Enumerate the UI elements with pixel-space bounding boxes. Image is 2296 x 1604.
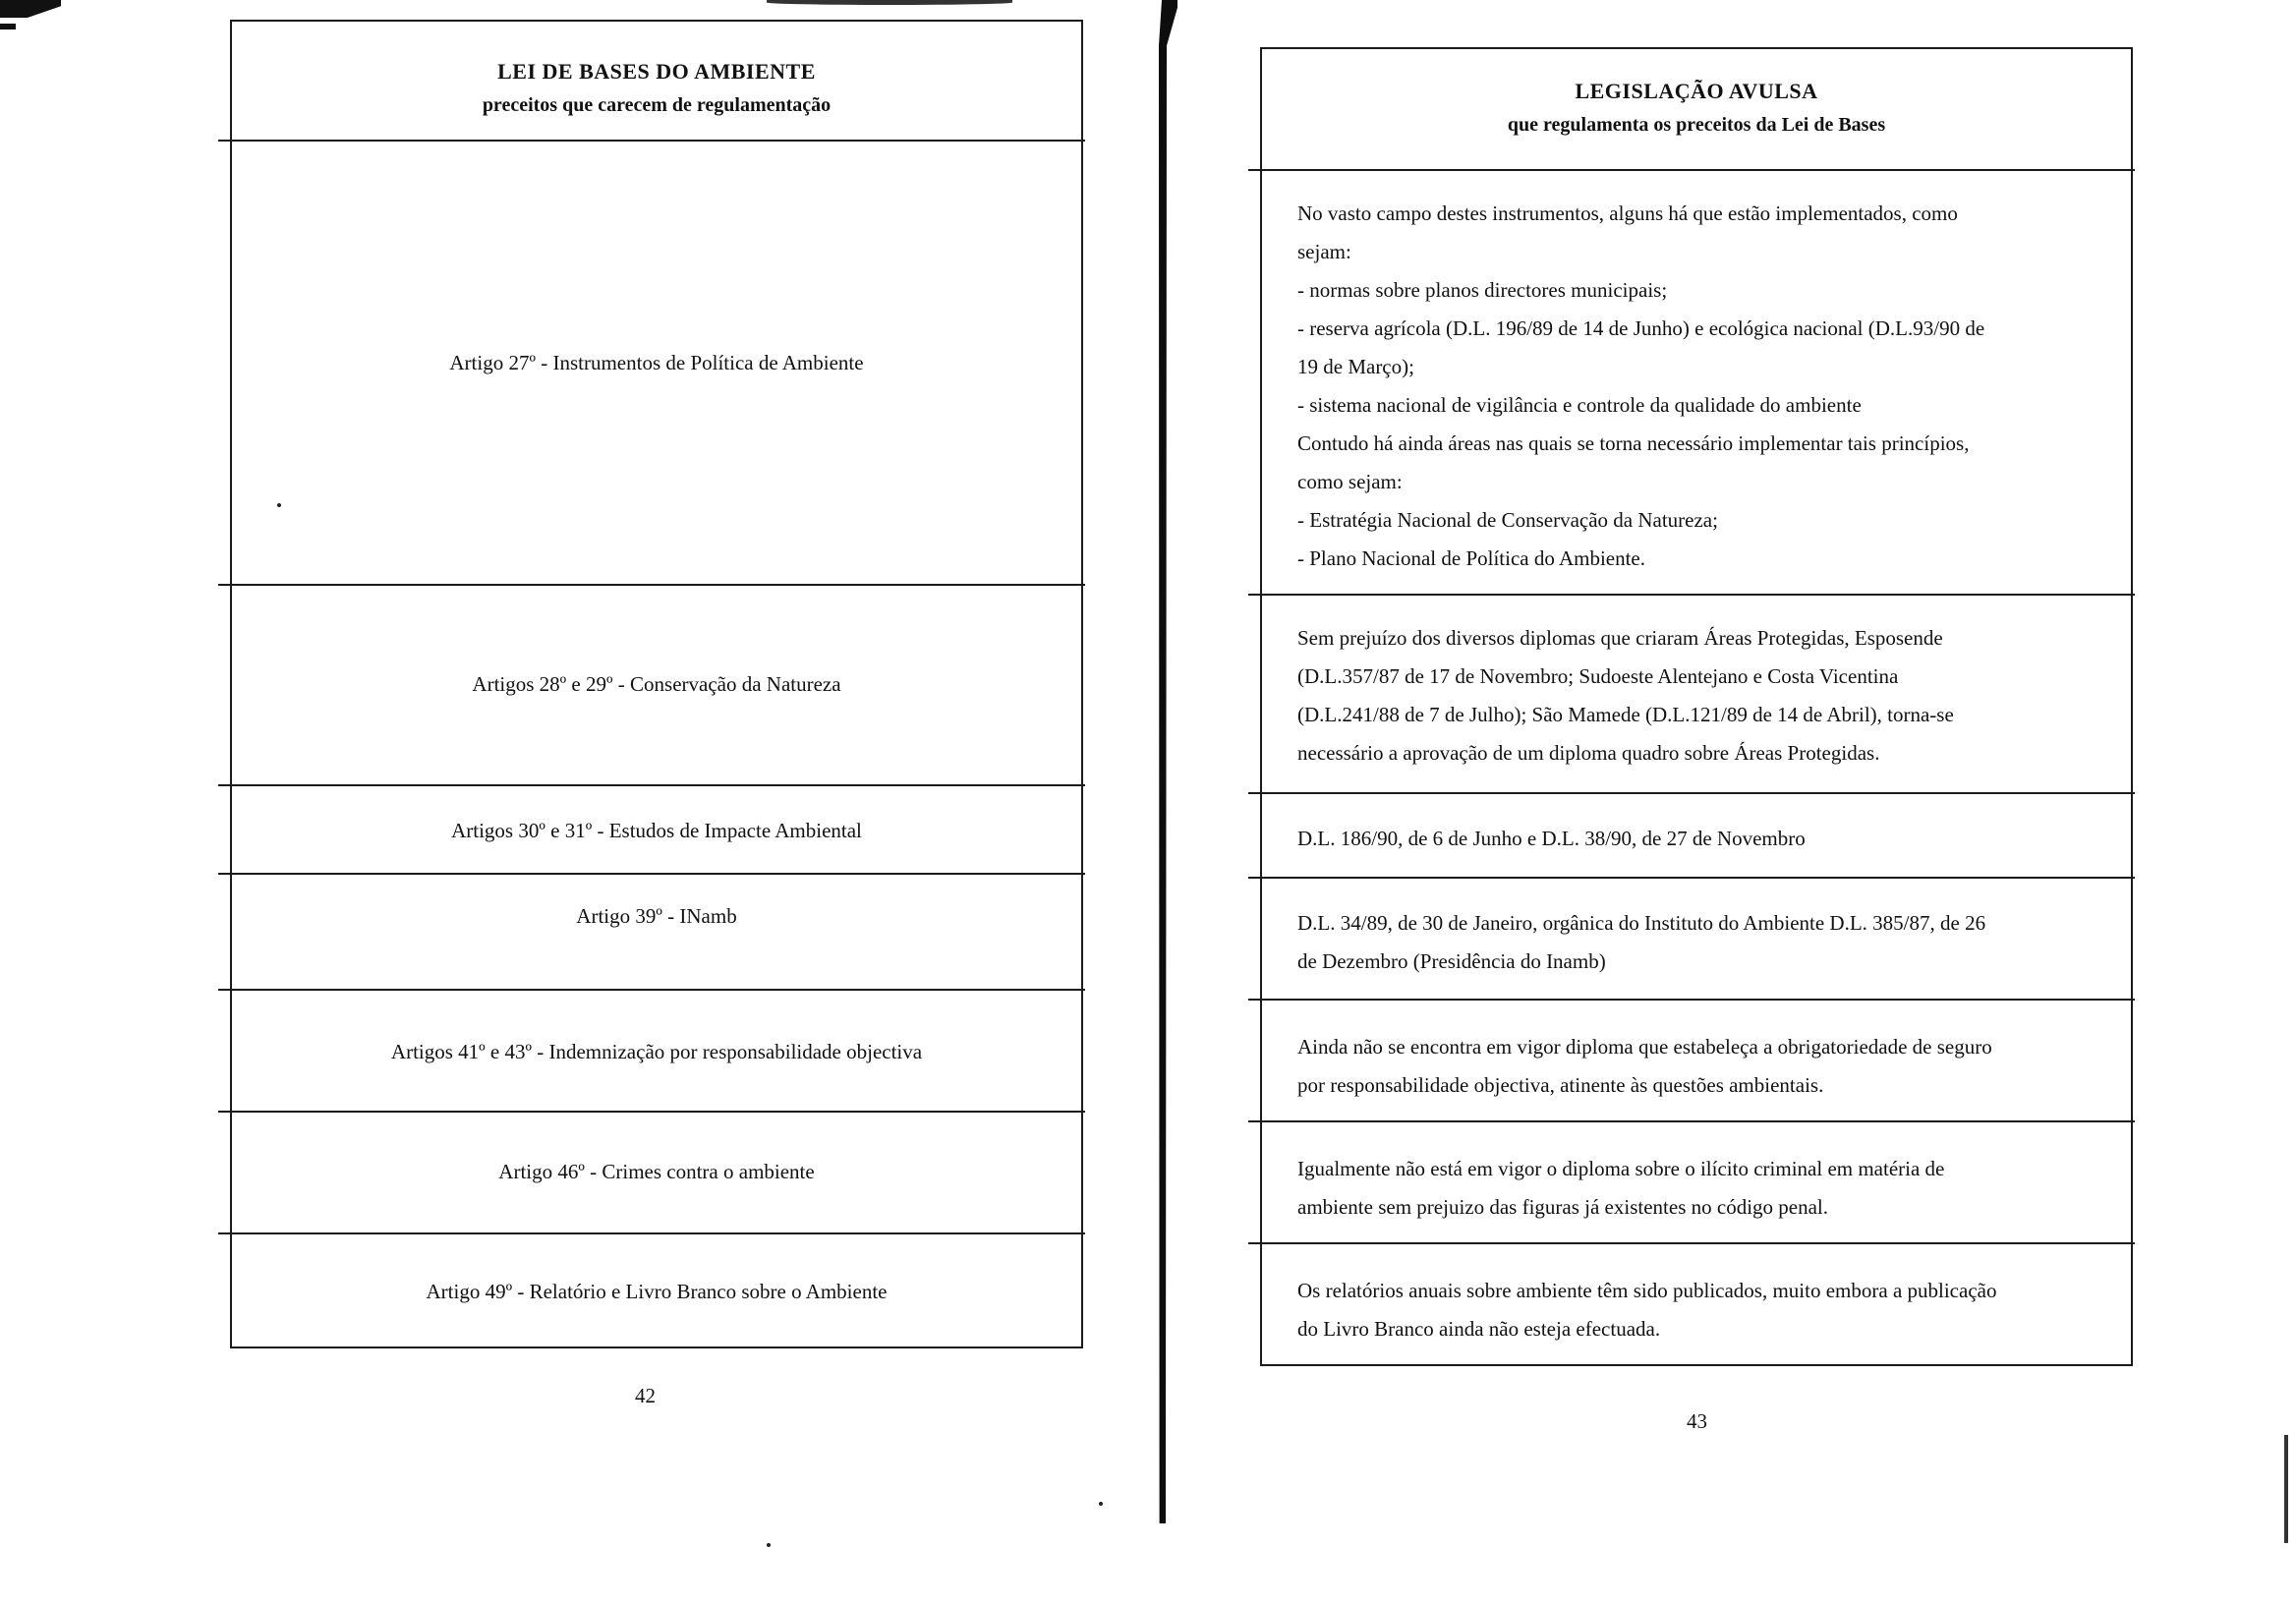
text-line: Ainda não se encontra em vigor diploma que estabeleça a obrigatoriedade de seguro	[1297, 1035, 1992, 1059]
article-label: Artigos 30º e 31º - Estudos de Impacte Ambiental	[451, 818, 862, 842]
text-line: do Livro Branco ainda não esteja efectuada.	[1297, 1317, 1661, 1341]
article-label: Artigo 46º - Crimes contra o ambiente	[498, 1159, 815, 1183]
text-line: 19 de Março);	[1297, 355, 1414, 378]
book-spine-shadow	[1158, 0, 1177, 1523]
article-label: Artigo 49º - Relatório e Livro Branco sobre o Ambiente	[426, 1279, 888, 1303]
legislation-text-block	[1297, 1272, 2092, 1348]
article-label: Artigos 41º e 43º - Indemnização por responsabilidade objectiva	[390, 1039, 923, 1063]
text-line: - Estratégia Nacional de Conservação da Natureza;	[1297, 508, 1718, 532]
right-header-title: LEGISLAÇÃO AVULSA	[1575, 79, 1818, 103]
right-header-subtitle: que regulamenta os preceitos da Lei de Bases	[1507, 114, 1886, 136]
text-line: - reserva agrícola (D.L. 196/89 de 14 de Junho) e ecológica nacional (D.L.93/90 de	[1297, 316, 1985, 340]
table-row	[232, 1234, 1081, 1348]
row-separator	[1248, 169, 2135, 171]
page-number-right: 43	[1687, 1409, 1707, 1433]
text-line: por responsabilidade objectiva, atinente às questões ambientais.	[1297, 1073, 1824, 1097]
scan-corner-mark	[0, 24, 16, 29]
right-table-header	[1262, 79, 2131, 137]
table-row	[232, 1113, 1081, 1231]
left-page-table	[230, 20, 1083, 1348]
article-label: Artigo 39º - INamb	[576, 904, 737, 928]
left-table-header	[232, 59, 1081, 117]
left-header-title: LEI DE BASES DO AMBIENTE	[497, 59, 816, 84]
scan-edge-mark	[2284, 1435, 2288, 1543]
right-page-table	[1260, 47, 2133, 1366]
left-header-subtitle: preceitos que carecem de regulamentação	[482, 94, 832, 116]
scan-corner-mark	[0, 0, 61, 18]
table-row	[232, 786, 1081, 875]
text-line: Igualmente não está em vigor o diploma sobre o ilícito criminal em matéria de	[1297, 1157, 1945, 1180]
row-separator	[1248, 1120, 2135, 1122]
row-separator	[1248, 999, 2135, 1001]
text-line: (D.L.241/88 de 7 de Julho); São Mamede (D.L.121/89 de 14 de Abril), torna-se	[1297, 703, 1954, 726]
table-row	[232, 586, 1081, 782]
row-separator	[1248, 594, 2135, 596]
text-line: de Dezembro (Presidência do Inamb)	[1297, 949, 1606, 973]
text-line: D.L. 34/89, de 30 de Janeiro, orgânica do Instituto do Ambiente D.L. 385/87, de 26	[1297, 911, 1986, 935]
text-line: (D.L.357/87 de 17 de Novembro; Sudoeste Alentejano e Costa Vicentina	[1297, 664, 1899, 688]
scan-speck	[767, 1543, 771, 1547]
row-separator	[1248, 792, 2135, 794]
legislation-text-block	[1297, 1028, 2092, 1105]
text-line: - Plano Nacional de Política do Ambiente.	[1297, 546, 1646, 570]
text-line: Contudo há ainda áreas nas quais se torna necessário implementar tais princípios,	[1297, 431, 1970, 455]
text-line: sejam:	[1297, 240, 1351, 263]
table-row	[232, 991, 1081, 1113]
text-line: como sejam:	[1297, 470, 1403, 493]
text-line: D.L. 186/90, de 6 de Junho e D.L. 38/90, de 27 de Novembro	[1297, 827, 1806, 850]
text-line: No vasto campo destes instrumentos, alguns há que estão implementados, como	[1297, 201, 1958, 225]
row-separator	[1248, 1242, 2135, 1244]
text-line: ambiente sem prejuizo das figuras já existentes no código penal.	[1297, 1195, 1829, 1219]
scan-speck	[1099, 1502, 1103, 1506]
article-label: Artigo 27º - Instrumentos de Política de Ambiente	[449, 350, 864, 374]
text-line: - normas sobre planos directores municipais;	[1297, 278, 1668, 302]
table-row	[232, 875, 1081, 993]
row-separator	[1248, 877, 2135, 879]
text-line: - sistema nacional de vigilância e controle da qualidade do ambiente	[1297, 393, 1862, 417]
text-line: necessário a aprovação de um diploma quadro sobre Áreas Protegidas.	[1297, 741, 1880, 765]
legislation-text-block	[1297, 904, 2092, 981]
legislation-text-block	[1297, 820, 2092, 858]
text-line: Os relatórios anuais sobre ambiente têm sido publicados, muito embora a publicação	[1297, 1279, 1997, 1302]
table-row	[232, 142, 1081, 584]
text-line: Sem prejuízo dos diversos diplomas que criaram Áreas Protegidas, Esposende	[1297, 626, 1943, 650]
page-number-left: 42	[635, 1384, 656, 1407]
legislation-text-block	[1297, 1150, 2092, 1227]
scan-smudge	[767, 0, 1012, 5]
legislation-text-block	[1297, 619, 2092, 773]
article-label: Artigos 28º e 29º - Conservação da Natureza	[472, 671, 841, 696]
legislation-text-block	[1297, 195, 2092, 578]
